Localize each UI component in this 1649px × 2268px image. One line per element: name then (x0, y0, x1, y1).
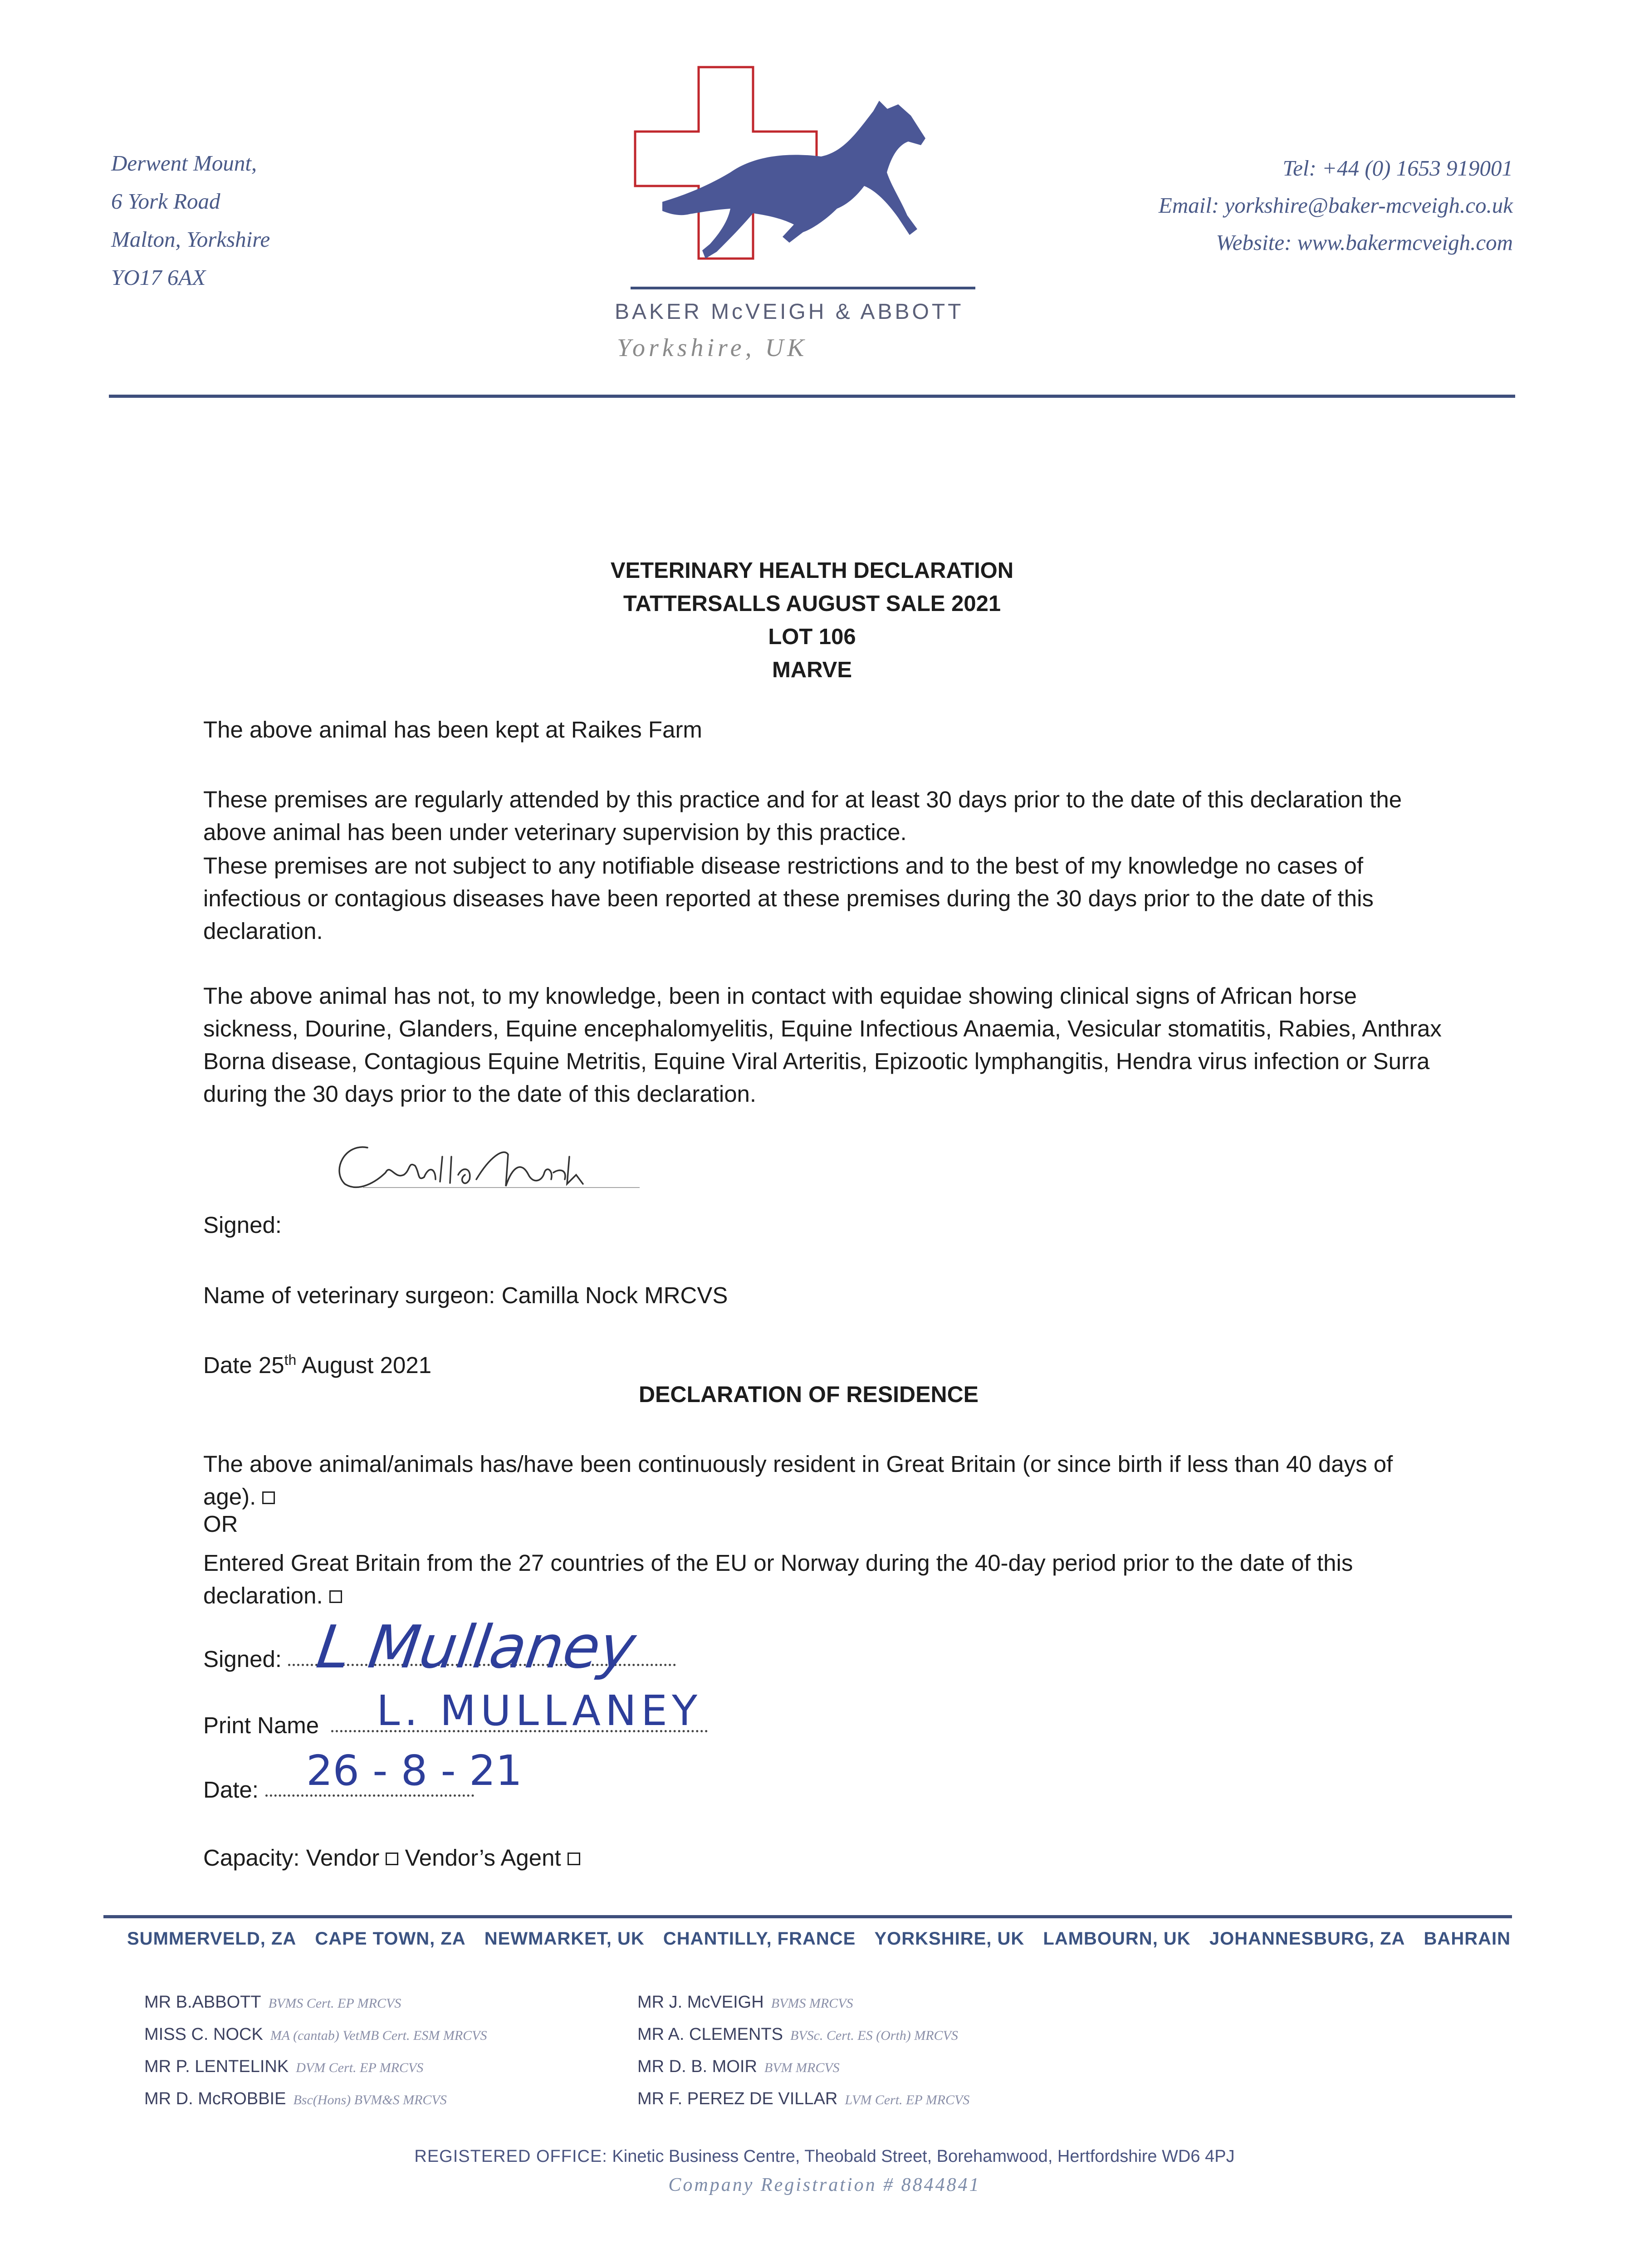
staff-name: MR D. B. MOIR (637, 2057, 757, 2076)
telephone: Tel: +44 (0) 1653 919001 (1282, 156, 1513, 181)
address-line: Derwent Mount, (111, 151, 257, 176)
vet-signed-label: Signed: (203, 1212, 282, 1238)
staff-list-left (144, 1987, 689, 2116)
staff-member (144, 1987, 689, 2019)
office-location: NEWMARKET, UK (484, 1929, 645, 1949)
residence-option-1-text: The above animal/animals has/have been continuously resident in Great Britain (or since birth if less than 40 days of age). (203, 1451, 1393, 1510)
vendors-agent-option-label: Vendor’s Agent (405, 1845, 561, 1871)
capacity-label: Capacity: (203, 1845, 300, 1871)
residence-option-2-text: Entered Great Britain from the 27 countries of the EU or Norway during the 40-day period prior to the date of this declaration. (203, 1550, 1353, 1608)
staff-qualification: BVSc. Cert. ES (Orth) MRCVS (790, 2028, 958, 2043)
staff-member (144, 2083, 689, 2116)
staff-member (144, 2051, 689, 2083)
disease-contact-paragraph: The above animal has not, to my knowledge, been in contact with equidae showing clinical signs of African horse sickness, Dourine, Glanders, Equine encephalomyelitis, Equine Infectious Anaemia, Vesicular stomatitis, Rabies, Anthrax Borna disease, Contagious Equine Metritis, Equine Viral Arteritis, Epizootic lymphangitis, Hendra virus infection or Surra during the 30 days prior to the date of this declaration. (203, 983, 1442, 1107)
office-location: YORKSHIRE, UK (874, 1929, 1025, 1949)
date-text-rest: August 2021 (296, 1352, 432, 1378)
website-link[interactable]: Website: www.bakermcveigh.com (1216, 230, 1513, 255)
staff-qualification: DVM Cert. EP MRCVS (296, 2060, 424, 2075)
contact-block (1059, 150, 1513, 261)
vendor-option-label: Vendor (306, 1845, 380, 1871)
capacity-row (203, 1842, 1446, 1874)
print-name-value: L. MULLANEY (377, 1686, 702, 1735)
staff-name: MISS C. NOCK (144, 2025, 263, 2044)
office-locations (127, 1929, 1511, 1949)
address-line: YO17 6AX (111, 265, 206, 290)
company-name: BAKER McVEIGH & ABBOTT (615, 300, 964, 324)
vendor-checkbox[interactable] (386, 1853, 398, 1865)
restrictions-paragraph: These premises are not subject to any notifiable disease restrictions and to the best of my knowledge no cases of infectious or contagious diseases have been reported at these premises during the 30 days prior to the date of this declaration. (203, 853, 1374, 944)
staff-name: MR J. McVEIGH (637, 1993, 764, 2012)
footer-divider (103, 1915, 1512, 1918)
office-location: LAMBOURN, UK (1043, 1929, 1191, 1949)
staff-member (637, 2051, 1182, 2083)
vendor-date-value: 26 - 8 - 21 (306, 1746, 523, 1795)
staff-member (637, 2083, 1182, 2116)
staff-qualification: Bsc(Hons) BVM&S MRCVS (293, 2092, 447, 2107)
vet-name: Name of veterinary surgeon: Camilla Nock MRCVS (203, 1282, 728, 1308)
residence-title: DECLARATION OF RESIDENCE (638, 1382, 979, 1407)
declaration-title: VETERINARY HEALTH DECLARATION (610, 558, 1014, 583)
residence-option-2 (203, 1547, 1446, 1612)
office-location: CAPE TOWN, ZA (315, 1929, 466, 1949)
horse-cross-logo (631, 64, 975, 299)
kept-at-statement: The above animal has been kept at Raikes Farm (203, 717, 702, 743)
company-location: Yorkshire, UK (617, 334, 808, 362)
declaration-title-block (0, 554, 1624, 687)
vet-declaration-date (203, 1344, 1446, 1382)
staff-member (144, 2019, 689, 2051)
horse-icon (662, 101, 925, 259)
vendor-signed-label: Signed: (203, 1646, 282, 1672)
date-ordinal: th (284, 1352, 297, 1368)
office-location: JOHANNESBURG, ZA (1209, 1929, 1405, 1949)
staff-name: MR P. LENTELINK (144, 2057, 289, 2076)
staff-qualification: BVMS Cert. EP MRCVS (268, 1996, 401, 2011)
staff-name: MR A. CLEMENTS (637, 2025, 783, 2044)
address-line: 6 York Road (111, 189, 220, 214)
registered-office (0, 2147, 1649, 2166)
vendors-agent-checkbox[interactable] (568, 1853, 580, 1865)
email-link[interactable]: Email: yorkshire@baker-mcveigh.co.uk (1158, 193, 1513, 218)
staff-list-right (637, 1987, 1182, 2116)
address-line: Malton, Yorkshire (111, 227, 270, 252)
premises-paragraph: These premises are regularly attended by this practice and for at least 30 days prior to the date of this declaration the above animal has been under veterinary supervision by this practice. (203, 787, 1402, 845)
staff-member (637, 2019, 1182, 2051)
header-divider (109, 395, 1515, 398)
staff-qualification: BVMS MRCVS (771, 1996, 853, 2011)
date-text: Date 25 (203, 1352, 284, 1378)
vendor-signature: L Mullaney (313, 1613, 640, 1681)
entered-gb-checkbox[interactable] (329, 1590, 342, 1603)
print-name-label: Print Name (203, 1712, 319, 1738)
office-location: BAHRAIN (1424, 1929, 1511, 1949)
practice-address (111, 144, 365, 297)
horse-name: MARVE (772, 658, 852, 682)
resident-checkbox[interactable] (262, 1491, 275, 1504)
staff-qualification: MA (cantab) VetMB Cert. ESM MRCVS (270, 2028, 487, 2043)
staff-name: MR B.ABBOTT (144, 1993, 261, 2012)
staff-member (637, 1987, 1182, 2019)
or-label: OR (203, 1511, 238, 1537)
vendor-date-label: Date: (203, 1777, 259, 1803)
registered-office-address: Kinetic Business Centre, Theobald Street, Borehamwood, Hertfordshire WD6 4PJ (612, 2147, 1235, 2166)
vet-signature (327, 1129, 690, 1220)
sale-name: TATTERSALLS AUGUST SALE 2021 (623, 591, 1001, 616)
staff-qualification: LVM Cert. EP MRCVS (845, 2092, 970, 2107)
staff-qualification: BVM MRCVS (764, 2060, 840, 2075)
lot-number: LOT 106 (768, 625, 856, 649)
registered-office-label: REGISTERED OFFICE: (414, 2147, 607, 2166)
logo-underline (631, 287, 975, 289)
residence-option-1 (203, 1448, 1446, 1513)
office-location: CHANTILLY, FRANCE (663, 1929, 856, 1949)
staff-name: MR D. McROBBIE (144, 2089, 286, 2108)
staff-name: MR F. PEREZ DE VILLAR (637, 2089, 838, 2108)
office-location: SUMMERVELD, ZA (127, 1929, 297, 1949)
company-registration: Company Registration # 8844841 (668, 2175, 981, 2195)
